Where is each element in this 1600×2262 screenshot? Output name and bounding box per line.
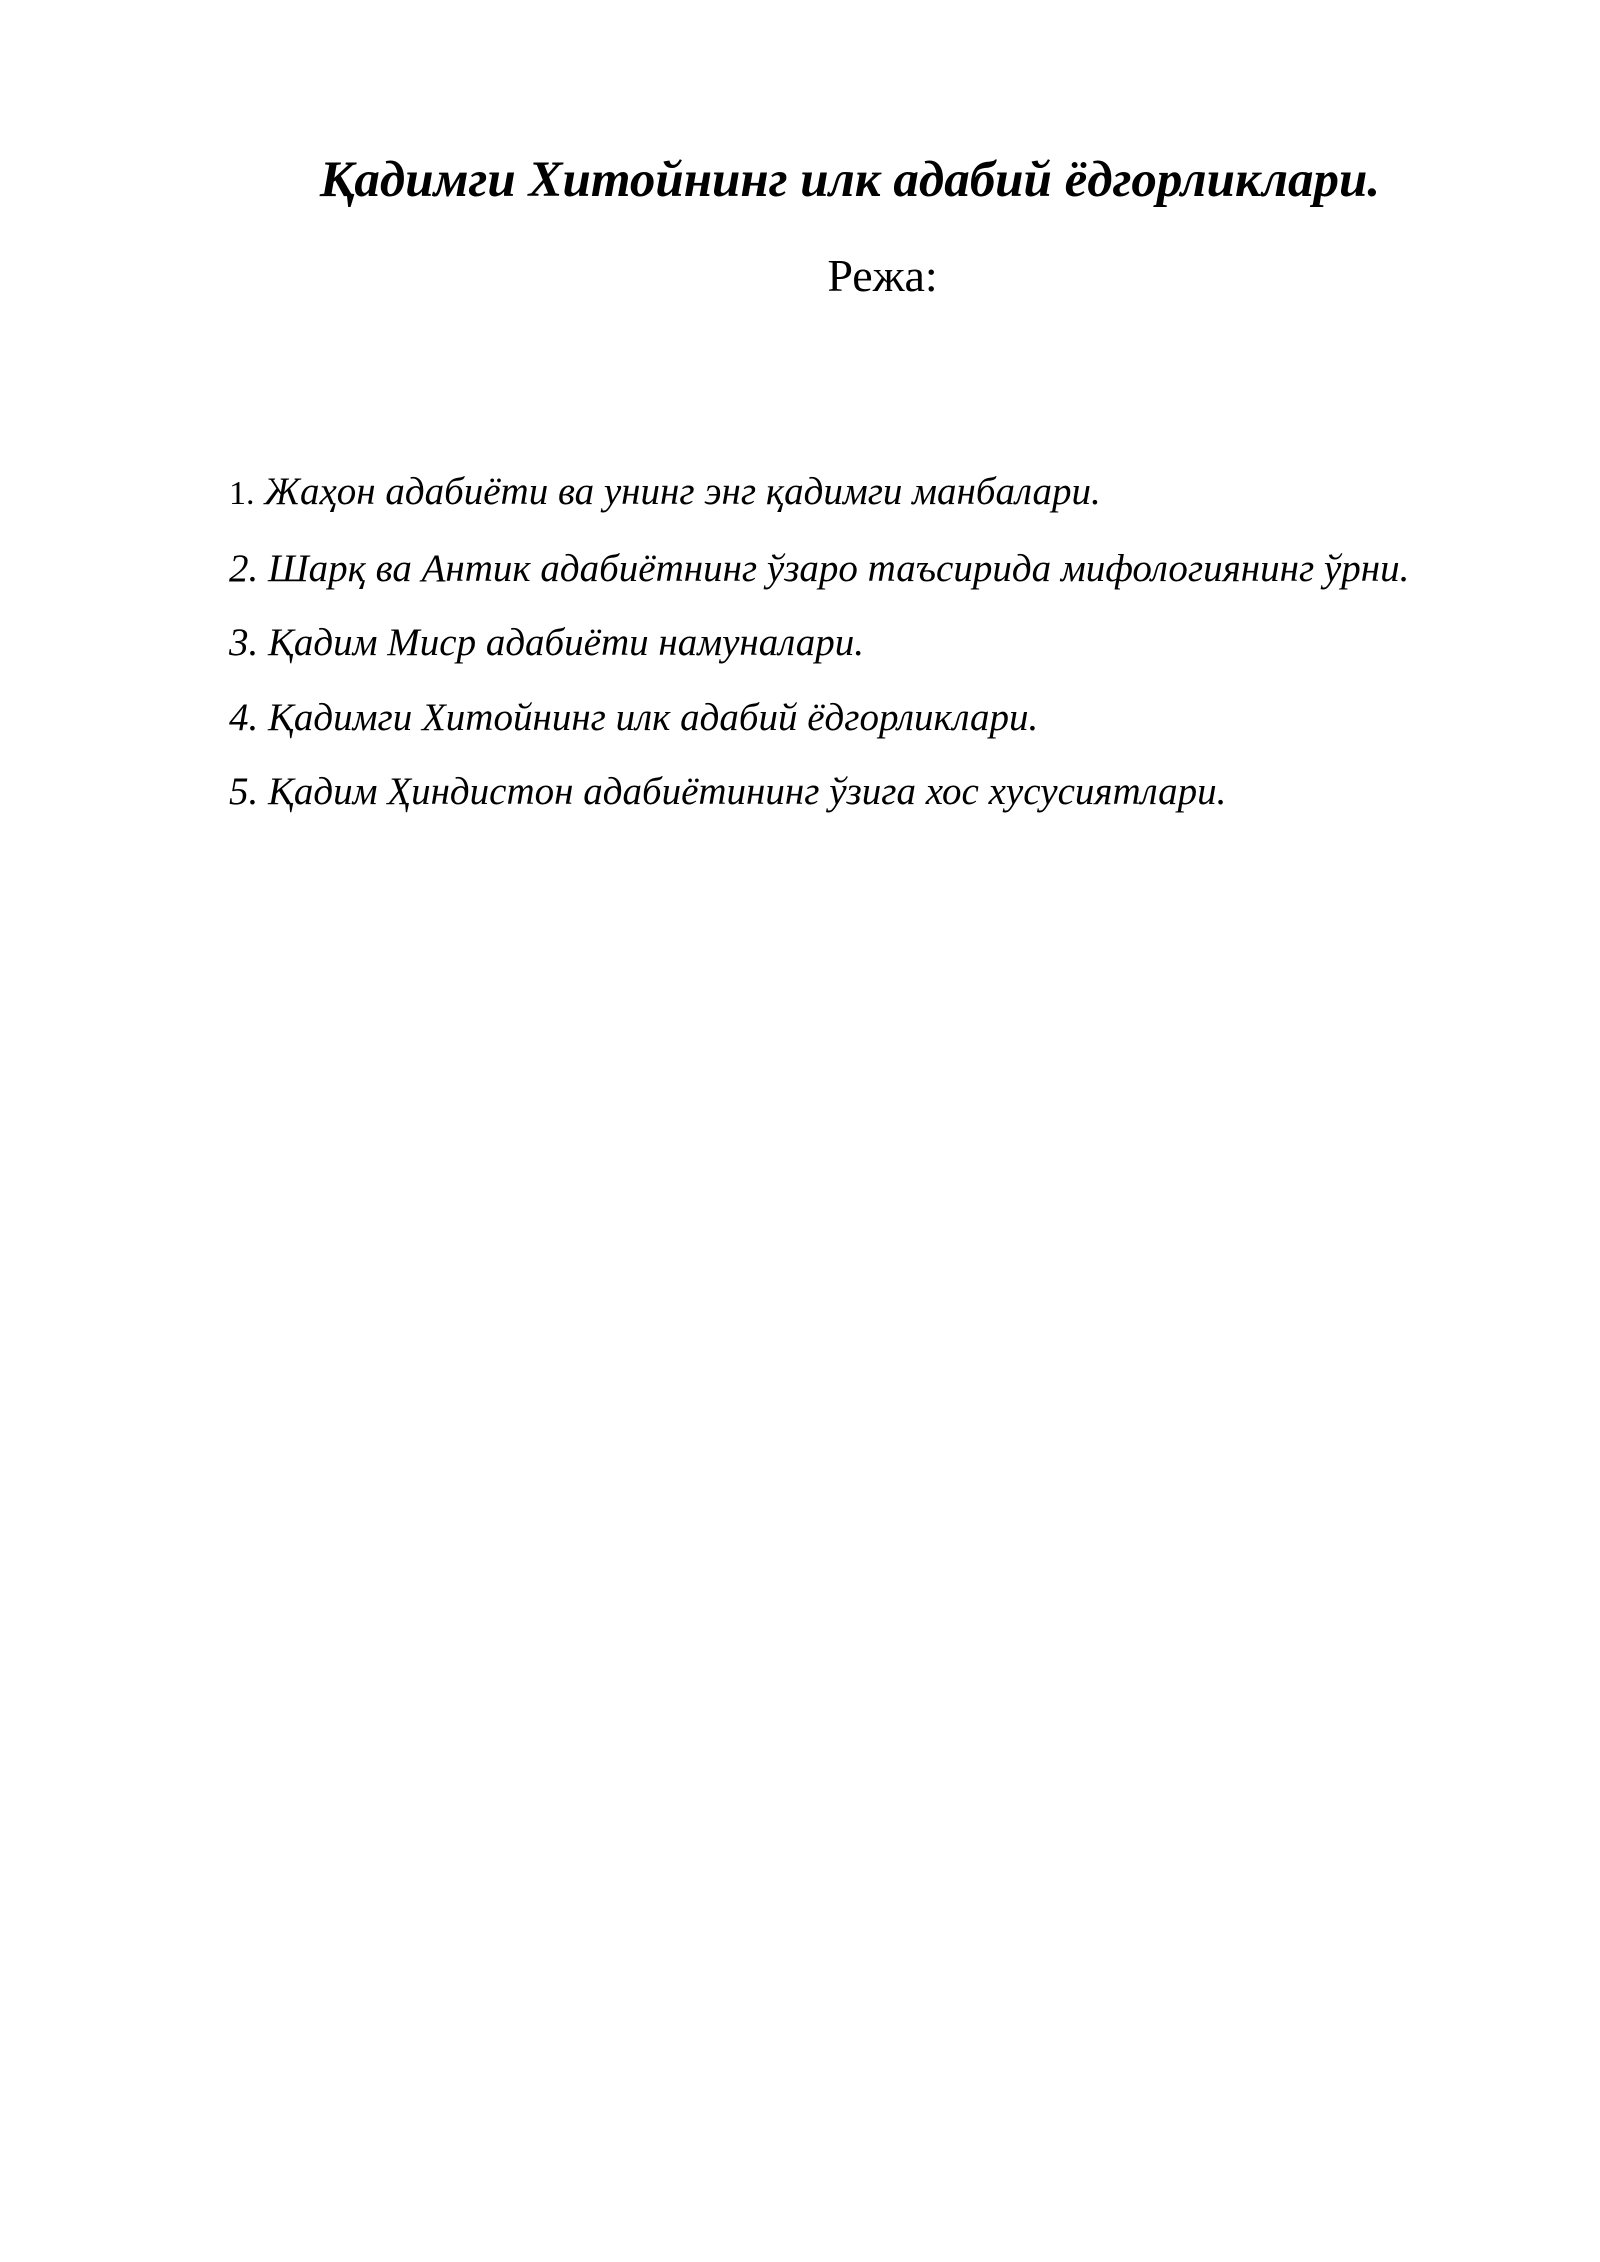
plan-item-text: Қадим Ҳиндистон адабиётининг ўзига хос хусусиятлари. — [268, 770, 1227, 813]
plan-item-text: Қадимги Хитойнинг илк адабий ёдгорликлари. — [268, 695, 1039, 739]
plan-heading: Режа: — [827, 250, 938, 301]
plan-item — [229, 606, 1469, 681]
document-title: Қадимги Хитойнинг илк адабий ёдгорликлари. — [319, 152, 1381, 208]
plan-item-number: 3. — [229, 621, 259, 664]
plan-item-text: Шарқ ва Антик адабиётнинг ўзаро таъсирида мифологиянинг ўрни. — [268, 546, 1410, 590]
plan-list — [229, 455, 1469, 830]
plan-item — [229, 755, 1469, 830]
plan-item-number: 4. — [229, 695, 259, 739]
plan-item-number: 2. — [229, 546, 259, 590]
plan-item-text: Қадим Миср адабиёти намуналари. — [268, 621, 865, 664]
plan-item-number: 5. — [229, 770, 259, 813]
plan-item — [229, 681, 1469, 756]
plan-item-number: 1. — [229, 475, 255, 512]
plan-item-text: Жаҳон адабиёти ва унинг энг қадимги манбалари. — [264, 470, 1101, 513]
plan-item — [229, 532, 1469, 607]
plan-item — [229, 455, 1469, 532]
